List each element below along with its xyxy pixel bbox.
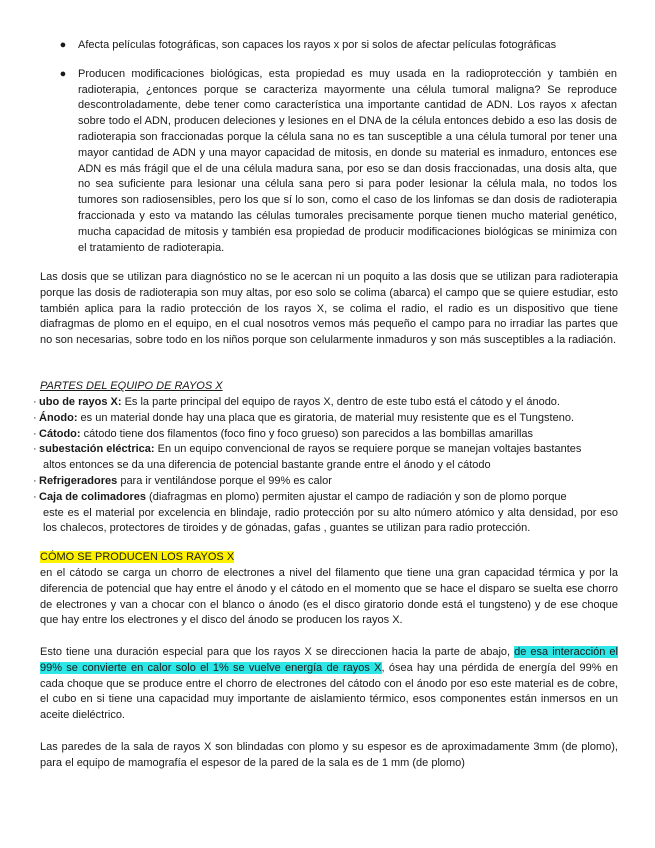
part-item: [33, 427, 618, 443]
bullet-dot: ●: [59, 39, 67, 51]
part-description: para ir ventilándose porque el 99% es calor: [117, 474, 332, 487]
highlighted-text: de esa interacción el 99% se convierte en calor solo el 1% se vuelve energía de rayos X: [40, 646, 618, 674]
bullet-item: [59, 67, 617, 257]
part-term: ubo de rayos X:: [39, 396, 122, 408]
bullet-dot: ●: [59, 67, 67, 80]
part-marker: ·: [33, 396, 37, 408]
part-description: cátodo tiene dos filamentos (foco fino y foco grueso) son parecidos a las bombillas amarillas: [80, 427, 534, 440]
duration-text-start: Esto tiene una duración especial para que los rayos X se direccionen hacia la parte de abajo,: [40, 646, 515, 658]
dosis-paragraph: Las dosis que se utilizan para diagnóstico no se le acercan ni un poquito a las dosis que se utilizan para radioterapia porque las dosis de radioterapia son muy altas, por eso solo se colima (abarca) el campo que se quiere estudiar, esto también aplica para la radio protección de los rayos X, se colima el radio, el radio es un dispositivo que tiene diafragmas de plomo en el equipo, en el cual nosotros vemos más pequeño el campo para no irradiar las partes que no son necesarias, sobre todo en los niños porque son celularmente inmaduros y son más susceptibles a la radiación.: [40, 271, 618, 347]
part-marker: ·: [33, 411, 37, 424]
part-description: es un material donde hay una placa que es giratoria, de material muy resistente que es el Tungsteno.: [77, 411, 575, 424]
bullet-item: [59, 38, 617, 54]
how-title-highlight: CÓMO SE PRODUCEN LOS RAYOS X: [40, 551, 235, 563]
part-term: subestación eléctrica:: [39, 443, 155, 456]
duration-paragraph: [40, 645, 618, 724]
parts-list: [33, 395, 618, 537]
part-marker: ·: [33, 443, 37, 456]
part-term: Caja de colimadores: [39, 490, 146, 503]
part-description-continued: altos entonces se da una diferencia de potencial bastante grande entre el ánodo y el cátodo: [43, 459, 491, 472]
part-marker: ·: [33, 490, 37, 503]
part-term: Refrigeradores: [39, 474, 118, 487]
part-description-continued: este es el material por excelencia en blindaje, radio protección por su alto número atómico y alta densidad, por eso los chalecos, protectores de tiroides y de gónadas, gafas , guantes se utilizan para radio protección.: [43, 506, 618, 535]
how-paragraph: en el cátodo se carga un chorro de electrones a nivel del filamento que tiene una gran capacidad térmica y por la diferencia de potencial que hay entre el ánodo y el cátodo en el momento que se hace el disparo se suelta ese chorro de electrones y van a chocar con el blanco o ánodo (es el disco giratorio donde está el tungsteno) y de ese choque que hay entre los electrones y el disco del ánodo se producen los rayos X.: [40, 567, 618, 627]
part-marker: ·: [33, 427, 37, 440]
part-description: (diafragmas en plomo) permiten ajustar el campo de radiación y son de plomo porque: [146, 490, 567, 503]
parts-section-title: PARTES DEL EQUIPO DE RAYOS X: [40, 380, 223, 392]
part-item: [33, 395, 618, 411]
part-marker: ·: [33, 474, 37, 487]
part-item: [33, 490, 618, 537]
duration-text-end: , ósea hay una pérdida de energía del 99% en cada choque que se produce entre el chorro de electrones del cátodo con el ánodo por eso este material es de cobre, el cubo en si tiene una capacidad muy importante de aislamiento térmico, esos componentes están inmersos en un aceite dieléctrico.: [40, 661, 618, 722]
bullet-text: Afecta películas fotográficas, son capaces los rayos x por si solos de afectar películas fotográficas: [78, 39, 557, 51]
bullet-text: Producen modificaciones biológicas, esta propiedad es muy usada en la radioprotección y también en radioterapia, ¿entonces porque se caracteriza mayormente una célula tumoral maligna? Se reproduce descontroladamente, debe tener como característica una importante cantidad de ADN. Los rayos x afectan sobre todo el ADN, producen deleciones y lesiones en el DNA de la célula entonces debido a eso las dosis de radioterapia son fraccionadas porque la célula sana no es tan susceptible a una célula tumoral por tener una mayor cantidad de ADN y una mayor capacidad de mitosis, en donde su material es inmaduro, entonces ese ADN es más frágil que el de una célula madura sana, por eso se dan dosis fraccionadas, una dosis alta, que no sea suficiente para lesionar una célula sana pero si para poder lesionar la célula mala, no todos los tumores son radiosensibles, pero los que sí lo son, como el caso de los linfomas se dan dosis de radioterapia fraccionada y esto va matando las células tumorales precisamente porque tienen mucho material genético, mucha capacidad de mitosis y también esa propiedad de producir modificaciones biológicas se minimiza con el tratamiento de radioterapia.: [78, 67, 617, 254]
bullet-list: [59, 38, 617, 269]
part-description: Es la parte principal del equipo de rayos X, dentro de este tubo está el cátodo y el ánodo.: [121, 396, 560, 408]
how-section-title: [40, 550, 234, 566]
part-item: [33, 411, 618, 427]
part-item: [33, 474, 618, 490]
part-term: Ánodo:: [39, 411, 78, 424]
part-item: [33, 442, 618, 474]
part-description: En un equipo convencional de rayos se requiere porque se manejan voltajes bastantes: [154, 443, 582, 456]
walls-paragraph: Las paredes de la sala de rayos X son blindadas con plomo y su espesor es de aproximadamente 3mm (de plomo), para el equipo de mamografía el espesor de la pared de la sala es de 1 mm (de plomo): [40, 741, 618, 769]
part-term: Cátodo:: [39, 427, 81, 440]
